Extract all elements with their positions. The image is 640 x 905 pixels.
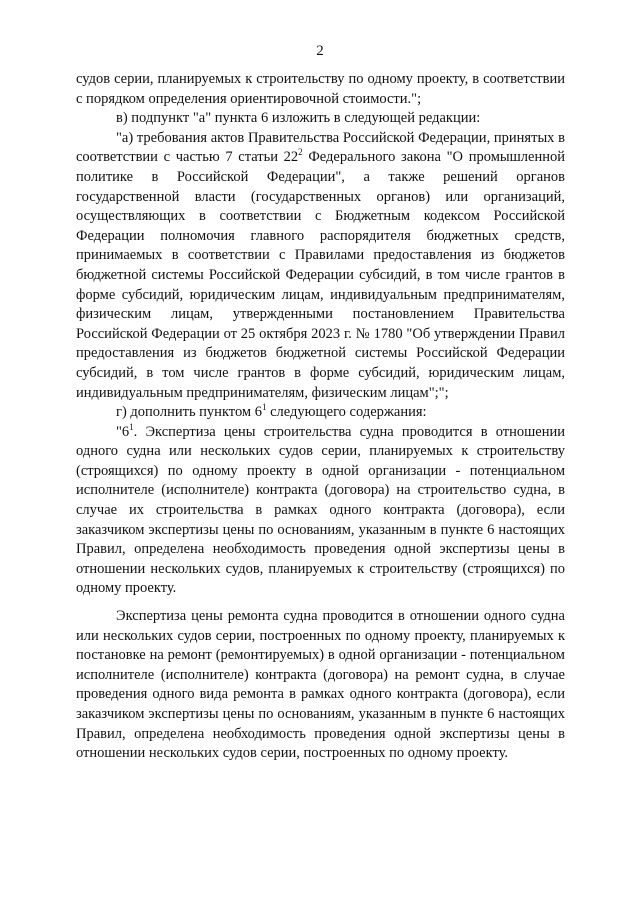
paragraph-subitem-v: в) подпункт "а" пункта 6 изложить в следующей редакции: <box>116 110 481 127</box>
text-run: Федерального закона "О промышленной политике в Российской Федерации", а также решений органов государственной власти (государственных органов) или организаций, осуществляющих в соответствии с Бюджетным кодексом Российской Федерации полномочия главного распорядителя бюджетных средств, принимаемых в соответствии с Правилами предоставления из бюджетов бюджетной системы Российской Федерации субсидий, в том числе грантов в форме субсидий, юридическим лицам, индивидуальным предпринимателям, физическим лицам, утвержденными постановлением Правительства Российской Федерации от 25 октября 2023 г. № 1780 "Об утверждении Правил предоставления из бюджетов бюджетной системы Российской Федерации субсидий, в том числе грантов в форме субсидий, юридическим лицам, индивидуальным предпринимателям, физическим лицам";"; <box>76 149 565 401</box>
paragraph-item-6-1 <box>76 423 565 599</box>
text-run: г) дополнить пунктом 6 <box>116 404 262 421</box>
superscript: 1 <box>129 421 134 432</box>
page-number: 2 <box>316 43 324 59</box>
text-run: "а) требования актов Правительства Российской Федерации, принятых в соответствии с частью 7 статьи 22 <box>76 129 565 166</box>
paragraph-subitem-g <box>76 403 565 423</box>
text-run: . Экспертиза цены строительства судна проводится в отношении одного судна или нескольких судов серии, планируемых к строительству (строящихся) по одному проекту в одной организации - потенциальном исполнителе (исполнителе) контракта (договора) на строительство судна, в случае их строительства в рамках одного контракта (договора), если заказчиком экспертизы цены по основаниям, указанным в пункте 6 настоящих Правил, определена необходимость проведения одной экспертизы цены в отношении нескольких судов, планируемых к строительству (строящихся) по одному проекту. <box>76 423 565 597</box>
text-run: "6 <box>116 423 130 440</box>
text-run: следующего содержания: <box>266 404 427 421</box>
document-body <box>76 70 565 764</box>
paragraph-continuation: судов серии, планируемых к строительству по одному проекту, в соответствии с порядком определения ориентировочной стоимости."; <box>76 71 565 107</box>
paragraph-subitem-a-text <box>76 129 565 403</box>
paragraph-repair-expertise: Экспертиза цены ремонта судна проводится в отношении одного судна или нескольких судов серии, построенных по одному проекту, планируемых к постановке на ремонт (ремонтируемых) в одной организации - потенциальном исполнителе (исполнителе) контракта (договора) на ремонт судна, в случае проведения одного вида ремонта в рамках одного контракта (договора), если заказчиком экспертизы цены по основаниям, указанным в пункте 6 настоящих Правил, определена необходимость проведения одной экспертизы цены в отношении нескольких судов серии, построенных по одному проекту. <box>76 608 565 762</box>
superscript: 1 <box>261 402 267 413</box>
superscript: 2 <box>298 147 303 158</box>
